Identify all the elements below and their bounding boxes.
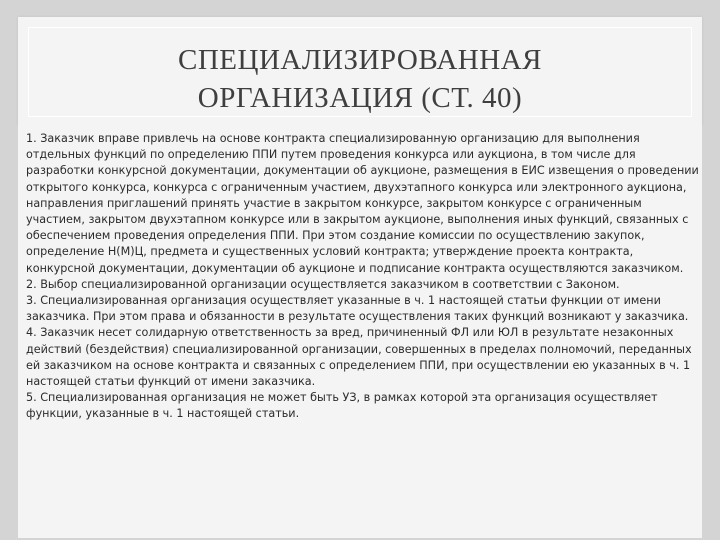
slide-title-line-2: ОРГАНИЗАЦИЯ (СТ. 40) [197,82,523,114]
paragraph-5: 5. Специализированная организация не может быть УЗ, в рамках которой эта организация осуществляет функции, указанные в ч. 1 настоящей статьи. [26,391,658,421]
content-panel [18,125,702,538]
paragraph-1: 1. Заказчик вправе привлечь на основе контракта специализированную организацию для выполнения отдельных функций по определению ППИ путем проведения конкурса или аукциона, в том числе для разработки конкурсной документации, документации об аукционе, размещения в ЕИС извещения о проведении открытого конкурса, конкурса с ограниченным участием, двухэтапного конкурса или электронного аукциона, направления приглашений принять участие в закрытом конкурсе, закрытом конкурсе с ограниченным участием, закрытом двухэтапном конкурсе или в закрытом аукционе, выполнения иных функций, связанных с обеспечением проведения определения ППИ. При этом создание комиссии по осуществлению закупок, определение Н(М)Ц, предмета и существенных условий контракта; утверждение проекта контракта, конкурсной документации, документации об аукционе и подписание контракта осуществляются заказчиком. [26,132,699,275]
paragraph-2: 2. Выбор специализированной организации осуществляется заказчиком в соответствии с Законом. [26,277,620,291]
title-panel [18,17,702,125]
body-text [26,131,702,423]
slide-title-line-1: СПЕЦИАЛИЗИРОВАННАЯ [178,44,542,76]
paragraph-3: 3. Специализированная организация осуществляет указанные в ч. 1 настоящей статьи функции от имени заказчика. При этом права и обязанности в результате осуществления таких функций возникают у заказчика. [26,294,689,324]
paragraph-4: 4. Заказчик несет солидарную ответственность за вред, причиненный ФЛ или ЮЛ в результате незаконных действий (бездействия) специализированной организации, совершенных в пределах полномочий, переданных ей заказчиком на основе контракта и связанных с определением ППИ, при осуществлении ею указанных в ч. 1 настоящей статьи функций от имени заказчика. [26,326,692,389]
slide-title [18,41,702,117]
